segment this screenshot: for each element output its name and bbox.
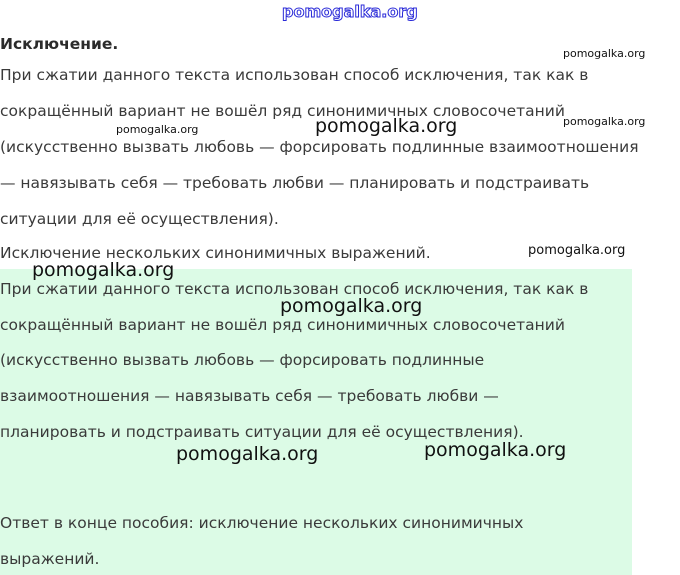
watermark: pomogalka.org [176, 443, 319, 465]
answer-line: При сжатии данного текста использован способ исключения, так как в [0, 280, 589, 298]
answer-line: сокращённый вариант не вошёл ряд синонимичных словосочетаний [0, 316, 565, 334]
watermark: pomogalka.org [563, 47, 646, 60]
watermark: pomogalka.org [116, 123, 199, 136]
watermark: pomogalka.org [424, 439, 567, 461]
watermark: pomogalka.org [280, 295, 423, 317]
answer-final-line: выражений. [0, 550, 100, 568]
heading: Исключение. [0, 35, 119, 53]
watermark-top: pomogalka.org [282, 2, 418, 21]
watermark: pomogalka.org [563, 115, 646, 128]
answer-line: взаимоотношения — навязывать себя — требовать любви — [0, 387, 499, 405]
explanation-line: (искусственно вызвать любовь — форсировать подлинные взаимоотношения [0, 138, 639, 156]
summary-line: Исключение нескольких синонимичных выражений. [0, 244, 431, 262]
explanation-line: При сжатии данного текста использован способ исключения, так как в [0, 66, 589, 84]
explanation-line: — навязывать себя — требовать любви — планировать и подстраивать [0, 174, 590, 192]
watermark: pomogalka.org [315, 115, 458, 137]
explanation-line: ситуации для её осуществления). [0, 210, 279, 228]
answer-line: (искусственно вызвать любовь — форсировать подлинные [0, 351, 485, 369]
explanation-line: сокращённый вариант не вошёл ряд синонимичных словосочетаний [0, 102, 565, 120]
answer-line: планировать и подстраивать ситуации для её осуществления). [0, 423, 524, 441]
answer-final-line: Ответ в конце пособия: исключение нескольких синонимичных [0, 514, 524, 532]
watermark: pomogalka.org [32, 259, 175, 281]
watermark: pomogalka.org [528, 243, 626, 258]
